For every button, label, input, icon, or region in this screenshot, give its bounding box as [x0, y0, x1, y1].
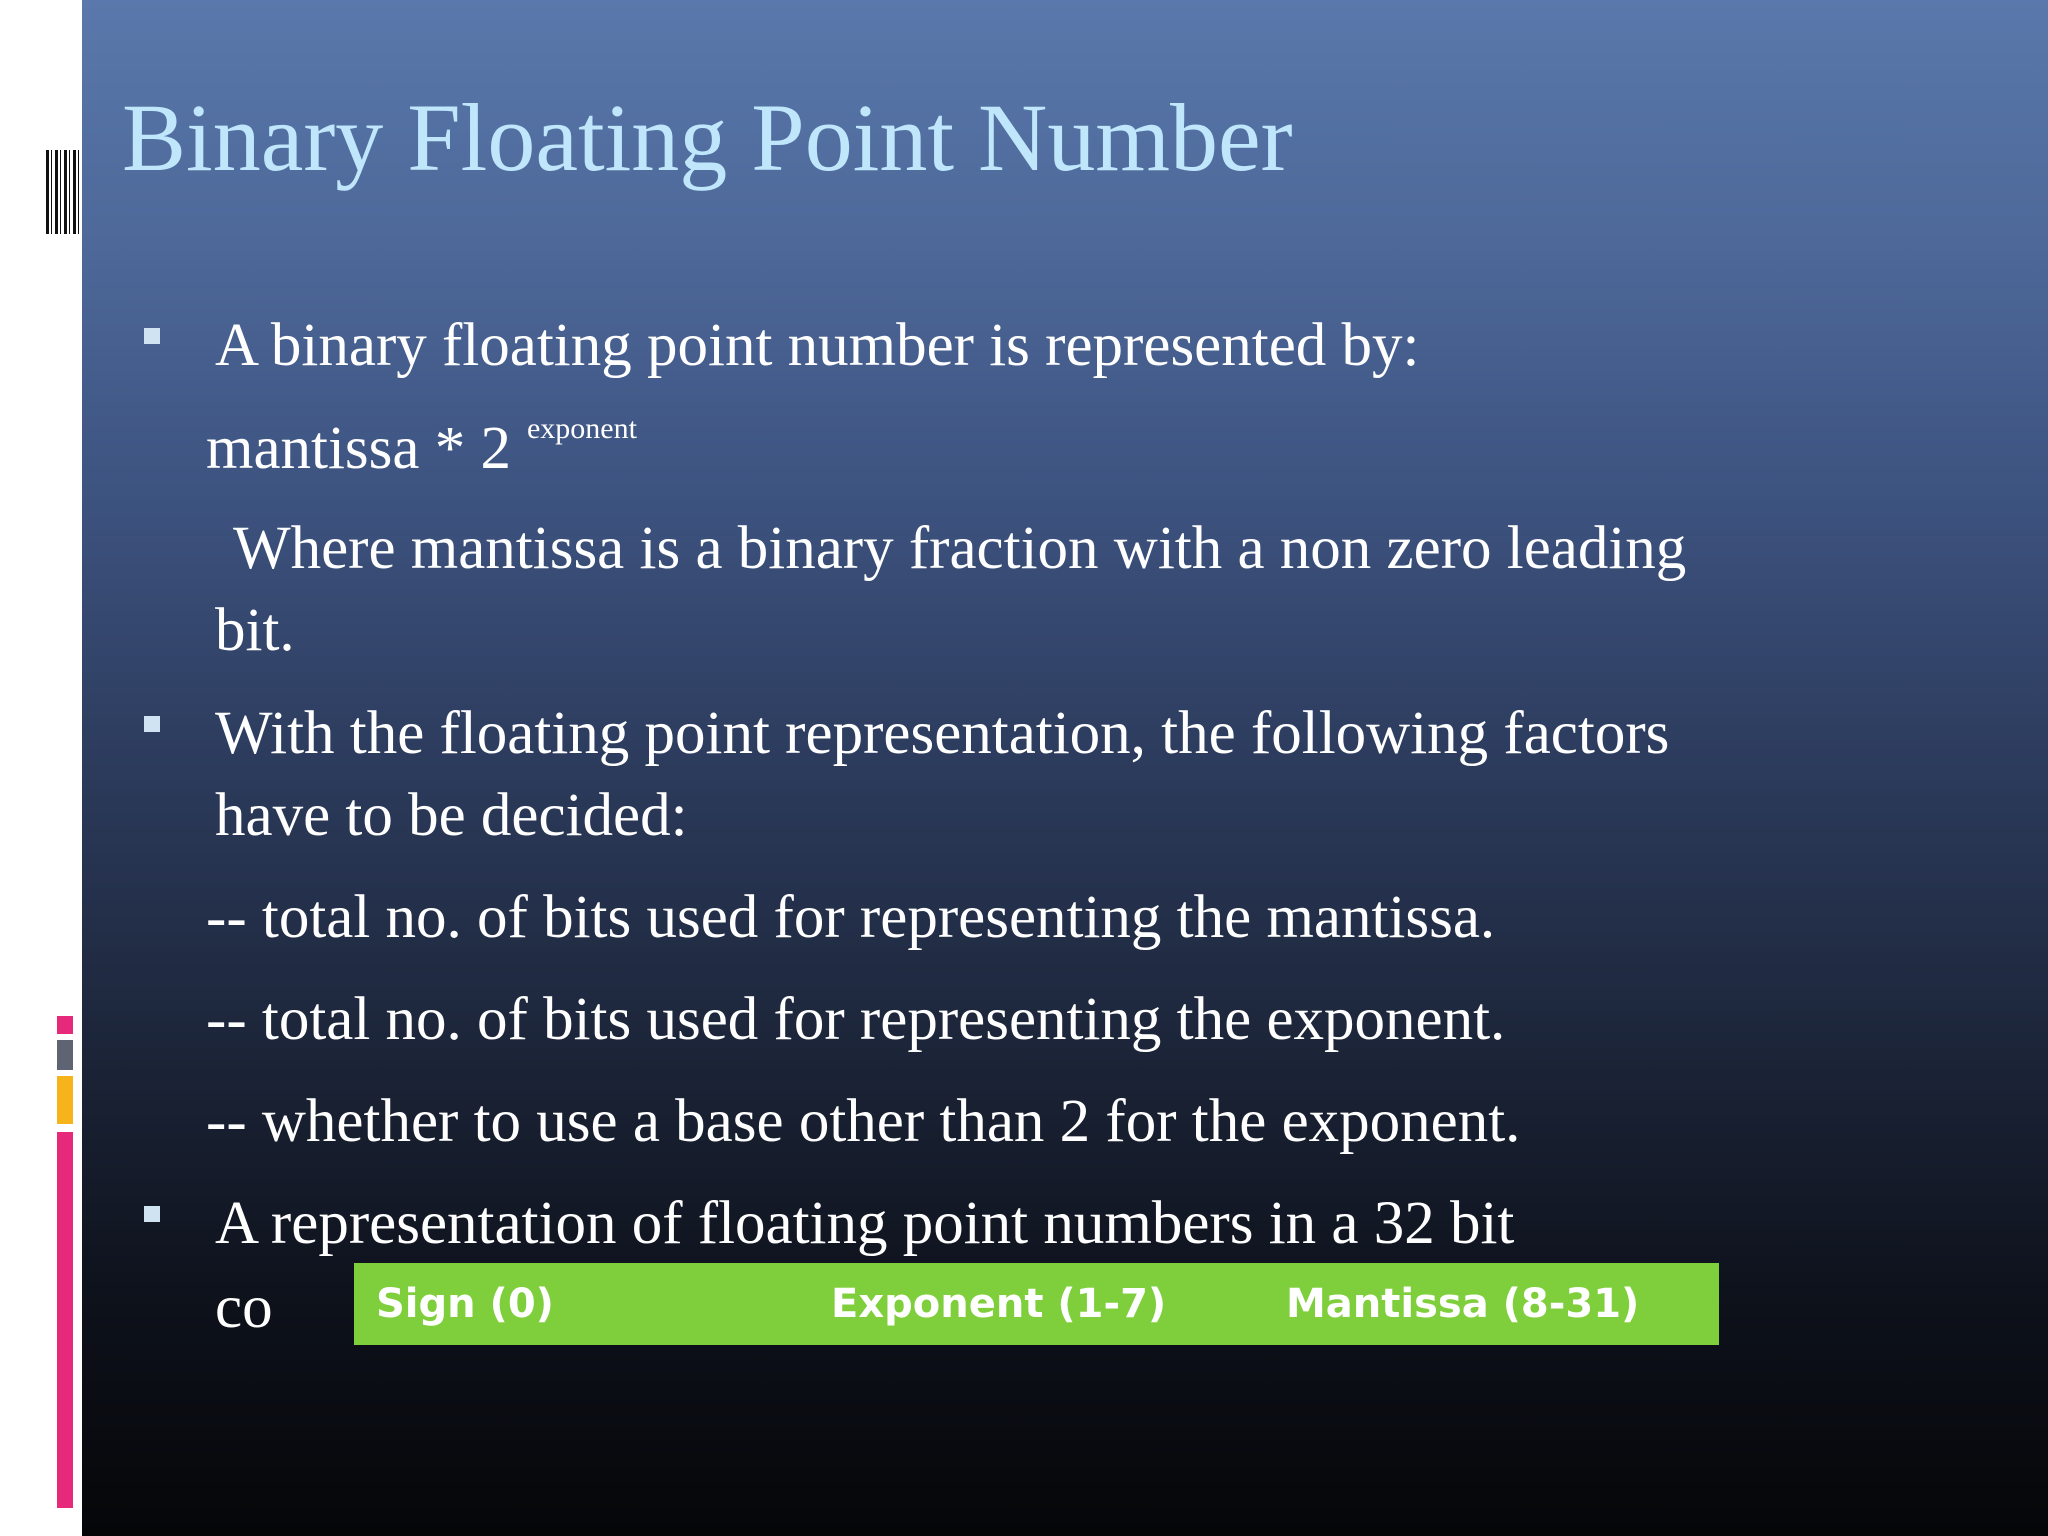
slide-title: Binary Floating Point Number: [122, 84, 1293, 191]
dash-item-exponent: -- total no. of bits used for representing the exponent.: [206, 986, 1506, 1053]
bullet-2-line-1: With the floating point representation, the following factors: [215, 700, 1670, 767]
barcode-decoration: [46, 150, 80, 234]
bit-layout-bar: [354, 1263, 1719, 1345]
bullet-2-line-2: have to be decided:: [215, 782, 688, 849]
slide-canvas: [82, 0, 2048, 1536]
mantissa-field-label: Mantissa (8-31): [1286, 1281, 1640, 1327]
bullet-marker-1: [144, 328, 160, 344]
where-line-1: Where mantissa is a binary fraction with a non zero leading: [233, 515, 1687, 582]
formula-exponent: exponent: [526, 412, 637, 445]
where-line-2: bit.: [215, 597, 295, 664]
accent-gray-bar: [57, 1040, 73, 1070]
left-margin-strip: [0, 0, 82, 1536]
dash-item-mantissa: -- total no. of bits used for representing the mantissa.: [206, 884, 1496, 951]
dash-item-base: -- whether to use a base other than 2 for the exponent.: [206, 1088, 1521, 1155]
accent-yellow-bar: [57, 1076, 73, 1124]
bullet-3-line-2: co: [215, 1274, 273, 1341]
bullet-marker-3: [144, 1206, 160, 1222]
exponent-field-label: Exponent (1-7): [831, 1281, 1167, 1327]
accent-pink-small-bar: [57, 1016, 73, 1034]
sign-field-label: Sign (0): [376, 1281, 554, 1327]
formula-base: mantissa * 2: [206, 415, 511, 482]
bullet-3-line-1: A representation of floating point numbers in a 32 bit: [215, 1190, 1515, 1257]
formula-line: [206, 408, 637, 500]
bullet-1-text: A binary floating point number is represented by:: [215, 312, 1420, 379]
bullet-marker-2: [144, 716, 160, 732]
accent-pink-bar: [57, 1132, 73, 1508]
